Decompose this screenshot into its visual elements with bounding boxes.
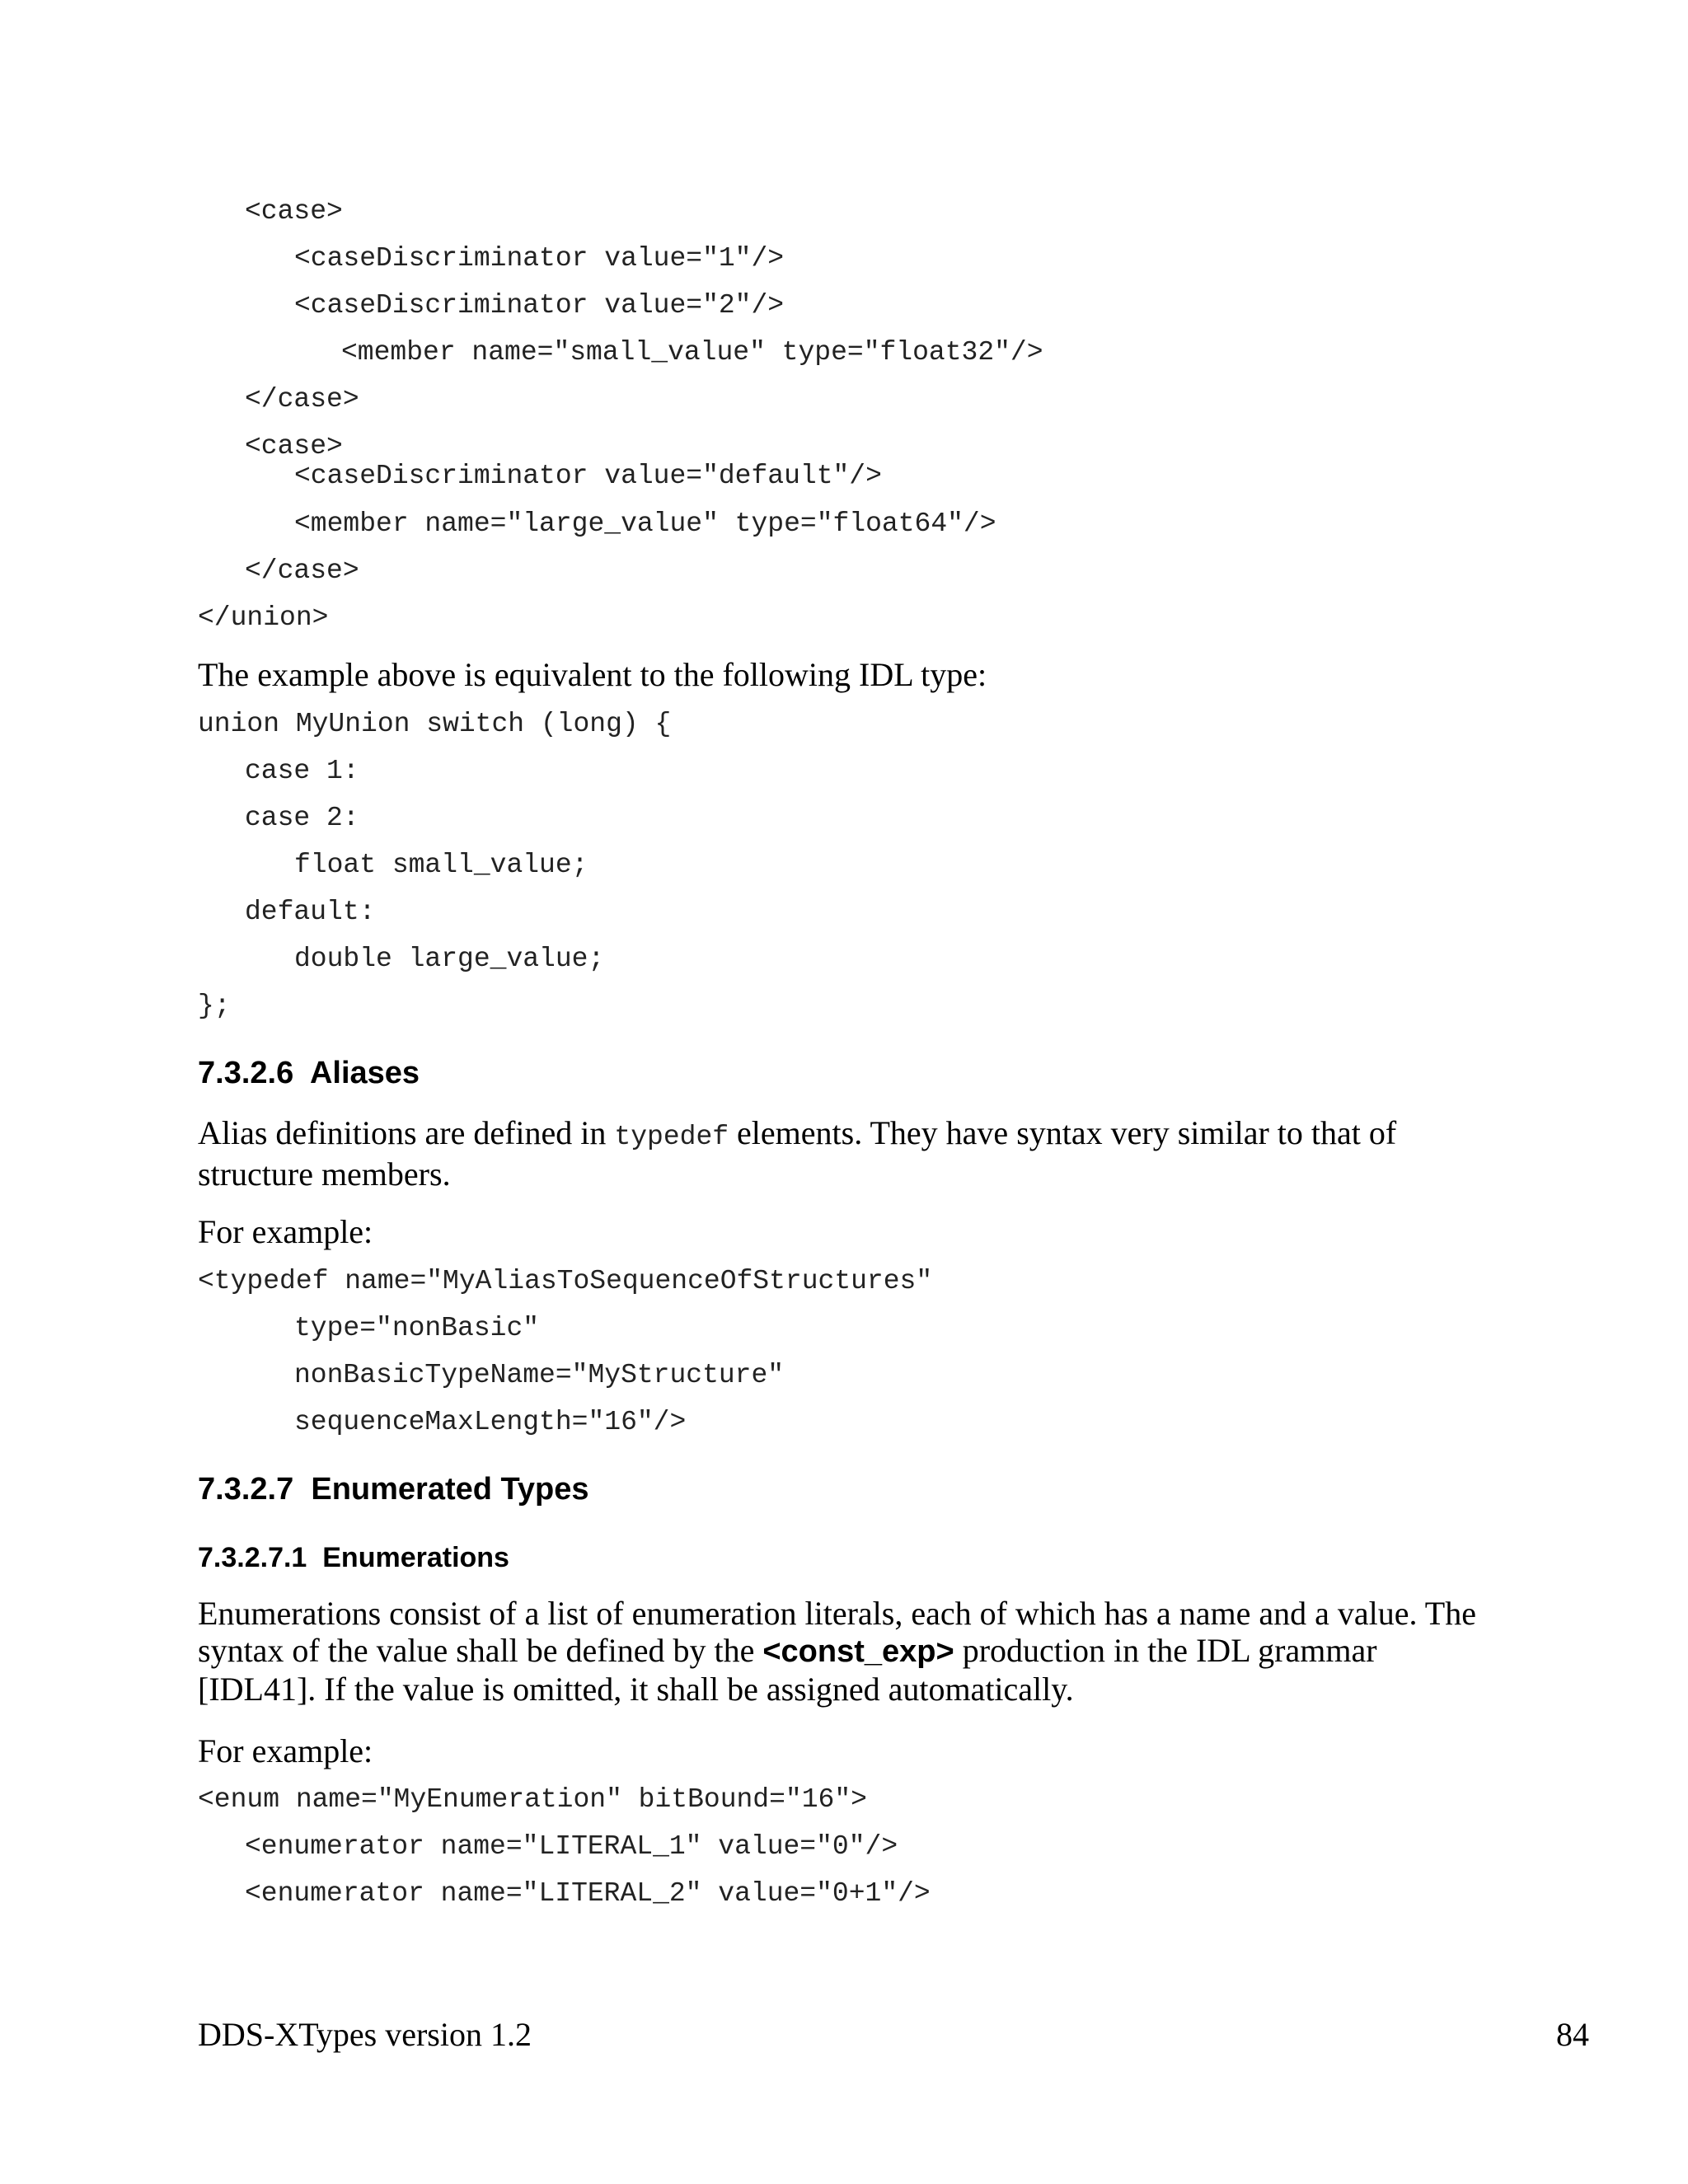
code-line: <case> xyxy=(245,431,343,462)
text-run: Alias definitions are defined in xyxy=(198,1114,615,1151)
heading-aliases xyxy=(198,1055,420,1091)
code-line: union MyUnion switch (long) { xyxy=(198,709,672,739)
heading-enumerations xyxy=(198,1541,509,1574)
code-line: <caseDiscriminator value="1"/> xyxy=(294,243,785,274)
text-run: production in the IDL grammar [IDL41]. If the value is omitted, it shall be assigned automatically. xyxy=(198,1632,1377,1708)
heading-title: Enumerations xyxy=(322,1542,509,1573)
code-line: nonBasicTypeName="MyStructure" xyxy=(294,1360,785,1390)
code-line: <member name="small_value" type="float32"/> xyxy=(341,337,1043,368)
heading-number: 7.3.2.6 xyxy=(198,1056,294,1090)
code-line: <case> xyxy=(245,196,343,227)
code-line: default: xyxy=(245,897,376,927)
text-run: elements. They have syntax very similar to that of structure members. xyxy=(198,1114,1397,1193)
code-line: case 2: xyxy=(245,803,359,833)
code-line: case 1: xyxy=(245,756,359,786)
paragraph-equivalent: The example above is equivalent to the following IDL type: xyxy=(198,656,987,693)
code-line: </case> xyxy=(245,384,359,415)
code-line: <member name="large_value" type="float64"/> xyxy=(294,509,996,539)
inline-code: typedef xyxy=(614,1122,729,1152)
footer-page-number: 84 xyxy=(1556,2016,1589,2053)
code-line: <enumerator name="LITERAL_1" value="0"/> xyxy=(245,1831,898,1862)
code-line: <caseDiscriminator value="default"/> xyxy=(294,461,882,491)
code-line: <caseDiscriminator value="2"/> xyxy=(294,290,785,321)
paragraph-for-example: For example: xyxy=(198,1213,373,1250)
text-run: Enumerations consist of a list of enumeration literals, each of which has a name and a value. The syntax of the value shall be defined by the xyxy=(198,1595,1476,1669)
code-line: }; xyxy=(198,991,231,1021)
code-line: <typedef name="MyAliasToSequenceOfStructures" xyxy=(198,1266,933,1296)
code-line: </case> xyxy=(245,555,359,586)
heading-number: 7.3.2.7 xyxy=(198,1472,294,1507)
code-line: <enum name="MyEnumeration" bitBound="16"> xyxy=(198,1784,867,1815)
footer-document-title: DDS-XTypes version 1.2 xyxy=(198,2016,532,2053)
grammar-production: <const_exp> xyxy=(762,1634,954,1669)
paragraph-enumerations xyxy=(198,1595,1484,1708)
code-line: <enumerator name="LITERAL_2" value="0+1"/> xyxy=(245,1878,931,1909)
heading-enumerated-types xyxy=(198,1471,589,1507)
paragraph-aliases xyxy=(198,1114,1484,1193)
code-line: </union> xyxy=(198,602,329,633)
paragraph-for-example: For example: xyxy=(198,1732,373,1769)
code-line: double large_value; xyxy=(294,944,605,974)
code-line: type="nonBasic" xyxy=(294,1313,540,1343)
code-line: float small_value; xyxy=(294,850,588,880)
code-line: sequenceMaxLength="16"/> xyxy=(294,1407,687,1437)
heading-title: Enumerated Types xyxy=(311,1472,589,1507)
heading-title: Aliases xyxy=(309,1056,420,1090)
heading-number: 7.3.2.7.1 xyxy=(198,1542,307,1573)
